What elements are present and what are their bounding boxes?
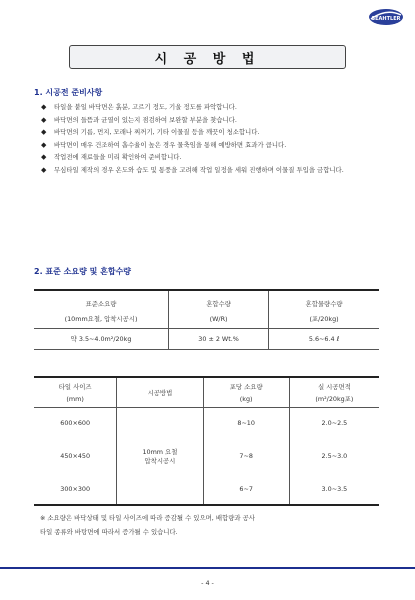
table-cell: 7~8 [203, 439, 289, 473]
section2-heading: 2. 표준 소요량 및 혼합수량 [34, 267, 132, 276]
method-cell [117, 407, 203, 505]
table-header: 실 시공면적 [289, 377, 379, 391]
list-item: ◆ 타일을 붙일 바닥면은 흙분, 고르기 정도, 기울 정도를 파악합니다. [40, 101, 385, 114]
list-item: ◆ 바닥면이 매우 건조하여 흡수율이 높은 경우 물축임을 통해 예방하면 효과가 큽니다. [40, 139, 385, 152]
page-title: 시 공 방 법 [69, 45, 346, 69]
list-item: ◆ 바닥면의 기름, 먼지, 모래나 찌꺼기, 기타 이물질 등을 깨끗이 청소합니다. [40, 126, 385, 139]
footnote-line: ※ 소요량은 바닥상태 및 타일 사이즈에 따라 증감될 수 있으며, 배합량과 공사 [40, 514, 255, 522]
table-cell: 300×300 [34, 473, 117, 505]
list-item: ◆ 무심타일 제작의 경우 온도와 습도 및 통풍을 고려해 작업 일정을 세워 진행하며 이물질 투입을 금합니다. [40, 164, 385, 177]
bullet-icon: ◆ [41, 115, 47, 124]
section1-heading: 1. 시공전 준비사항 [34, 88, 103, 97]
table-cell: 2.0~2.5 [289, 407, 379, 439]
table-header: 포당 소요량 [203, 377, 289, 391]
table-cell: 600×600 [60, 419, 91, 428]
table-cell: 약 3.5~4.0m²/20kg [34, 328, 169, 349]
bullet-icon: ◆ [41, 140, 47, 149]
table-cell: 5.6~6.4 ℓ [269, 328, 379, 349]
list-item: ◆ 바닥면의 들뜸과 균열이 있는지 점검하여 보완할 부분을 찾습니다. [40, 114, 385, 127]
table-header-sub: (mm) [34, 391, 117, 407]
tile-size-table [34, 376, 379, 506]
logo-icon [367, 6, 405, 28]
bullet-icon: ◆ [41, 165, 47, 174]
table-cell: 8~10 [203, 407, 289, 439]
page-number: - 4 - [201, 579, 214, 587]
table-cell: 2.5~3.0 [289, 439, 379, 473]
table-header-sub: (W/R) [169, 310, 269, 328]
list-item: ◆ 작업전에 재료들을 미리 확인하여 준비합니다. [40, 151, 385, 164]
table-cell: 30 ± 2 Wt.% [169, 328, 269, 349]
bullet-icon: ◆ [41, 153, 47, 161]
bullet-icon: ◆ [41, 103, 47, 111]
table-header: 혼합수량 [169, 290, 269, 310]
table-header-sub: (m²/20kg포) [289, 391, 379, 407]
table-header: 표준소요량 [34, 290, 169, 310]
table-header-sub: (10mm요철, 압착시공시) [64, 315, 138, 324]
table-header-sub: (kg) [203, 391, 289, 407]
table-header: 혼합물량수량 [269, 290, 379, 310]
prep-bullet-list [40, 101, 385, 176]
svg-text:SEAHTLER: SEAHTLER [371, 16, 401, 22]
method-line: 압착시공시 [144, 456, 176, 465]
method-line: 10mm 요철 [142, 447, 178, 456]
bullet-icon: ◆ [41, 128, 47, 136]
table-cell: 6~7 [203, 473, 289, 505]
footer-divider [0, 567, 415, 569]
table-cell: 3.0~3.5 [289, 473, 379, 505]
footnote-line: 타일 종류와 바탕면에 따라서 증가될 수 있습니다. [40, 528, 178, 536]
table-header-sub: (포/20kg) [269, 310, 379, 328]
standard-usage-table [34, 289, 379, 350]
table-header: 타일 사이즈 [34, 377, 117, 391]
table-cell: 450×450 [60, 452, 91, 460]
footnote [40, 511, 385, 539]
company-logo [367, 6, 405, 28]
table-header: 시공방법 [117, 377, 203, 407]
